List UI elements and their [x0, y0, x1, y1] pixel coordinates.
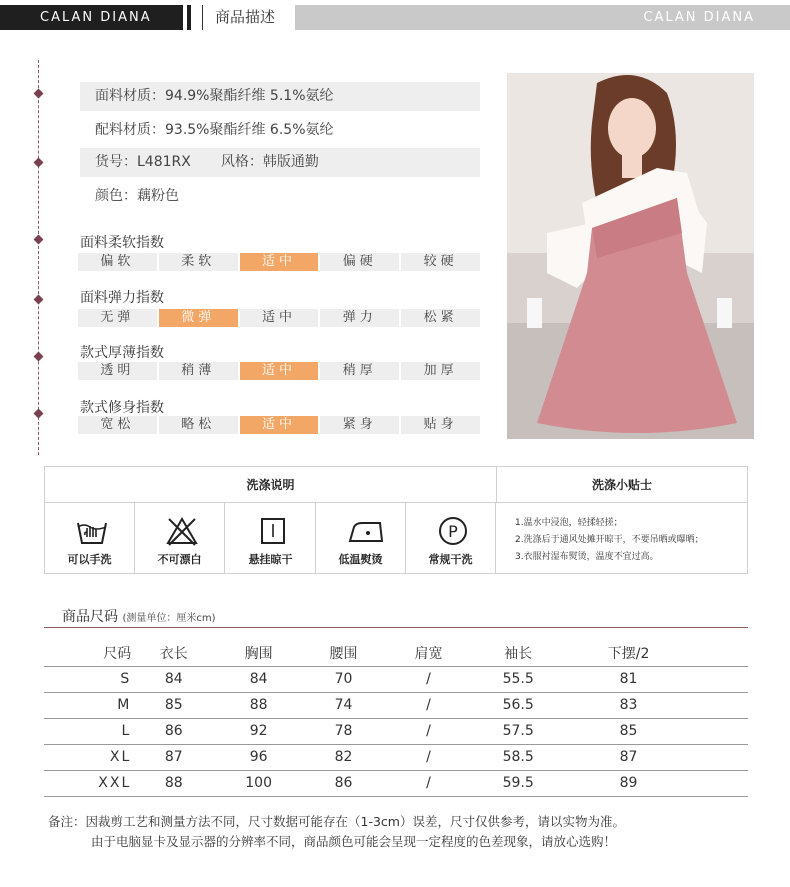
fabric-composition: 面料材质：94.9%聚酯纤维 5.1%氨纶 [80, 82, 480, 111]
index-option: 偏软 [78, 253, 157, 271]
wash-item-no-bleach [135, 503, 225, 573]
tip-item: 1.温水中浸泡，轻揉轻搓； [515, 518, 623, 528]
table-cell: 57.5 [471, 718, 566, 744]
table-cell: / [386, 770, 471, 796]
wash-item-low-iron [316, 503, 406, 573]
brand-banner-right [295, 5, 790, 30]
table-cell: XL [44, 744, 131, 770]
table-cell: 86 [301, 770, 386, 796]
table-cell: 59.5 [471, 770, 566, 796]
timeline-dot [34, 235, 44, 245]
section-title: 商品描述 [215, 8, 276, 26]
brand-right-text: CALAN DIANA [643, 10, 755, 25]
wash-label: 悬挂晾干 [248, 553, 293, 566]
elasticity-index-label: 面料弹力指数 [80, 290, 164, 306]
table-cell: / [386, 692, 471, 718]
table-cell: 88 [216, 692, 301, 718]
wash-item-dry-clean [406, 503, 496, 573]
col-header: 衣长 [131, 640, 216, 666]
thickness-index-bar [78, 362, 480, 380]
table-cell: 78 [301, 718, 386, 744]
spacer-cell [692, 770, 748, 796]
table-cell: S [44, 666, 131, 692]
size-title-underline [44, 627, 748, 628]
table-cell: 85 [131, 692, 216, 718]
wash-tips-list [515, 515, 704, 566]
timeline-dot [34, 409, 44, 419]
softness-index-bar [78, 253, 480, 271]
spacer-col [692, 640, 748, 666]
table-cell: M [44, 692, 131, 718]
size-table [44, 640, 748, 797]
index-option: 偏硬 [320, 253, 399, 271]
table-cell: 70 [301, 666, 386, 692]
index-option: 透明 [78, 362, 157, 380]
table-cell: 85 [565, 718, 691, 744]
col-header: 腰围 [301, 640, 386, 666]
col-header: 胸围 [216, 640, 301, 666]
index-option: 适中 [240, 309, 319, 327]
table-cell: / [386, 666, 471, 692]
table-cell: / [386, 718, 471, 744]
header-divider-block [187, 5, 191, 30]
index-option: 适中 [240, 416, 319, 434]
table-row [44, 718, 748, 744]
table-cell: 81 [565, 666, 691, 692]
wash-label: 不可漂白 [157, 553, 202, 566]
style-value: 风格：韩版通勤 [220, 154, 319, 170]
fit-index-bar [78, 416, 480, 434]
index-option: 加厚 [401, 362, 480, 380]
table-cell: 83 [565, 692, 691, 718]
timeline-dot [34, 89, 44, 99]
wash-label: 常规干洗 [428, 553, 473, 566]
spacer-cell [692, 666, 748, 692]
table-cell: 86 [131, 718, 216, 744]
timeline-dot [34, 295, 44, 305]
index-option: 适中 [240, 253, 319, 271]
wash-label: 可以手洗 [67, 553, 112, 566]
table-cell: 96 [216, 744, 301, 770]
col-header: 肩宽 [386, 640, 471, 666]
table-cell: 87 [565, 744, 691, 770]
wash-tips-heading: 洗涤小贴士 [497, 467, 747, 503]
table-row [44, 666, 748, 692]
col-header: 尺码 [44, 640, 131, 666]
table-cell: / [386, 744, 471, 770]
table-row [44, 744, 748, 770]
wash-instructions-box [44, 466, 748, 574]
col-header: 下摆/2 [565, 640, 691, 666]
table-cell: 58.5 [471, 744, 566, 770]
index-option: 弹力 [320, 309, 399, 327]
table-cell: 89 [565, 770, 691, 796]
no-bleach-icon [165, 515, 199, 547]
item-number: 货号：L481RX [95, 154, 191, 170]
table-cell: 87 [131, 744, 216, 770]
col-header: 袖长 [471, 640, 566, 666]
table-cell: 88 [131, 770, 216, 796]
index-option: 稍厚 [320, 362, 399, 380]
size-unit-note: (测量单位：厘米cm) [122, 613, 216, 624]
index-option: 松紧 [401, 309, 480, 327]
size-title-text: 商品尺码 [62, 609, 118, 625]
table-cell: XXL [44, 770, 131, 796]
table-cell: 56.5 [471, 692, 566, 718]
tip-item: 2.洗涤后于通风处摊开晾干，不要吊晒或曝晒； [515, 535, 704, 545]
index-option: 柔软 [159, 253, 238, 271]
hang-dry-icon [256, 515, 290, 547]
tip-item: 3.衣服衬湿布熨烫，温度不宜过高。 [515, 552, 659, 562]
svg-text:P: P [448, 522, 458, 541]
index-option: 贴身 [401, 416, 480, 434]
wash-heading: 洗涤说明 [45, 467, 497, 503]
lining-composition: 配料材质：93.5%聚酯纤维 6.5%氨纶 [95, 122, 334, 138]
header-separator [202, 5, 203, 30]
table-row [44, 770, 748, 796]
wash-label: 低温熨烫 [338, 553, 383, 566]
spacer-cell [692, 744, 748, 770]
softness-index-label: 面料柔软指数 [80, 235, 164, 251]
index-option: 略松 [159, 416, 238, 434]
timeline-dot [34, 352, 44, 362]
product-photo [507, 73, 754, 439]
low-iron-icon [346, 515, 386, 547]
index-option: 无弹 [78, 309, 157, 327]
hand-wash-icon [75, 515, 109, 547]
table-cell: 100 [216, 770, 301, 796]
fit-index-label: 款式修身指数 [80, 400, 164, 416]
table-cell: 92 [216, 718, 301, 744]
spacer-cell [692, 718, 748, 744]
decorative-timeline [38, 60, 39, 455]
index-option: 微弹 [159, 309, 238, 327]
timeline-dot [34, 158, 44, 168]
index-option: 稍薄 [159, 362, 238, 380]
thickness-index-label: 款式厚薄指数 [80, 345, 164, 361]
wash-item-hand-wash [45, 503, 135, 573]
table-cell: 55.5 [471, 666, 566, 692]
note-line-1: 备注：因裁剪工艺和测量方法不同，尺寸数据可能存在（1-3cm）误差，尺寸仅供参考，请以实物为准。 [48, 814, 625, 829]
spacer-cell [692, 692, 748, 718]
color-value: 颜色：藕粉色 [95, 188, 179, 204]
table-cell: 84 [131, 666, 216, 692]
note-line-2: 由于电脑显卡及显示器的分辨率不同，商品颜色可能会呈现一定程度的色差现象，请放心选购！ [91, 834, 617, 849]
index-option: 紧身 [320, 416, 399, 434]
table-cell: 82 [301, 744, 386, 770]
table-cell: 84 [216, 666, 301, 692]
index-option: 适中 [240, 362, 319, 380]
item-info-row [80, 148, 480, 177]
table-row [44, 692, 748, 718]
notes [48, 812, 625, 852]
table-cell: 74 [301, 692, 386, 718]
brand-banner-left: CALAN DIANA [0, 5, 183, 30]
elasticity-index-bar [78, 309, 480, 327]
index-option: 宽松 [78, 416, 157, 434]
size-table-header [44, 640, 748, 666]
index-option: 较硬 [401, 253, 480, 271]
size-section-title [62, 606, 216, 626]
table-cell: L [44, 718, 131, 744]
dry-clean-icon [436, 515, 470, 547]
wash-item-hang-dry [226, 503, 316, 573]
